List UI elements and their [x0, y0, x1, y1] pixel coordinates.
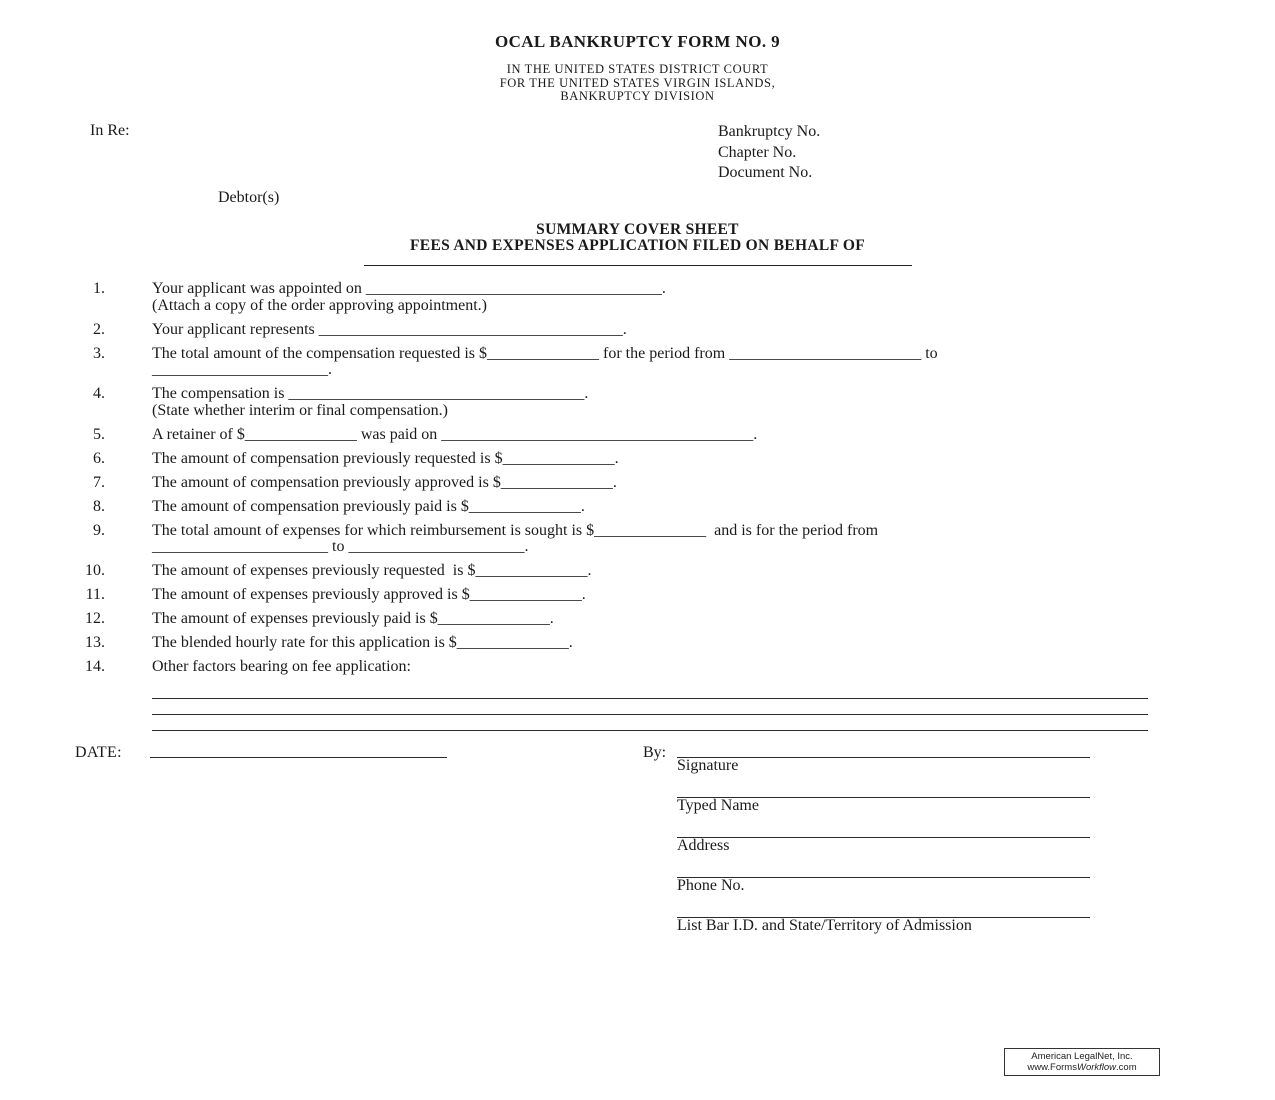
item-line: The amount of compensation previously approved is $______________. — [152, 473, 617, 491]
item-number: 4. — [93, 385, 105, 402]
form-item-5 — [75, 427, 1165, 444]
address-blank-line[interactable] — [677, 814, 1090, 838]
typed-name-blank-line[interactable] — [677, 774, 1090, 798]
form-item-13 — [75, 635, 1165, 652]
typed-name-slot — [677, 774, 1090, 814]
form-item-7 — [75, 475, 1165, 492]
form-item-12 — [75, 611, 1165, 628]
item-number: 7. — [93, 473, 105, 491]
legalnet-url-suffix: .com — [1116, 1062, 1137, 1073]
item-line: The amount of expenses previously requested is $______________. — [152, 562, 592, 579]
item-line: Other factors bearing on fee application: — [152, 658, 411, 675]
item-line: Your applicant represents ______________________________________. — [152, 320, 627, 338]
item-line: The amount of expenses previously approved is $______________. — [152, 586, 586, 603]
item-number: 9. — [93, 521, 105, 539]
item-number: 5. — [93, 425, 105, 443]
form-item-11 — [75, 587, 1165, 604]
form-item-10 — [75, 563, 1165, 580]
bar-id-slot — [677, 894, 1090, 934]
address-label: Address — [677, 837, 730, 854]
behalf-of-blank-line[interactable] — [364, 260, 912, 266]
other-factors-blank-line-1[interactable] — [152, 683, 1148, 699]
other-factors-blank-line-3[interactable] — [152, 715, 1148, 731]
item-line: Your applicant was appointed on _____________________________________. — [152, 280, 666, 297]
item-text — [152, 322, 627, 339]
signature-blank-line[interactable] — [677, 734, 1090, 758]
item-text — [152, 659, 411, 676]
item-text — [152, 563, 591, 580]
item-line: (Attach a copy of the order approving appointment.) — [152, 296, 487, 314]
item-line: ______________________. — [152, 361, 332, 378]
other-factors-write-in-area — [152, 683, 1165, 731]
court-line-1: IN THE UNITED STATES DISTRICT COURT — [506, 62, 769, 76]
form-items — [75, 281, 1165, 731]
item-line: The compensation is _____________________________________. — [152, 385, 589, 402]
item-text — [152, 611, 554, 628]
legalnet-url-italic: Workflow — [1076, 1062, 1117, 1073]
date-blank-line[interactable] — [150, 734, 447, 758]
legalnet-company: American LegalNet, Inc. — [1031, 1051, 1133, 1062]
court-header — [0, 63, 1275, 104]
item-line: The total amount of expenses for which reimbursement is sought is $______________ and is for the period from — [152, 521, 879, 539]
form-item-2 — [75, 322, 1165, 339]
item-text — [152, 587, 586, 604]
signature-block — [677, 734, 1090, 934]
form-item-14 — [75, 659, 1165, 676]
item-text — [152, 499, 585, 516]
chapter-no-label: Chapter No. — [718, 143, 797, 161]
item-line: A retainer of $______________ was paid on _______________________________________. — [152, 425, 758, 443]
in-re-label: In Re: — [90, 122, 130, 139]
item-number: 6. — [93, 449, 105, 467]
item-number: 2. — [93, 320, 105, 338]
item-text — [152, 386, 588, 419]
legalnet-url-prefix: www.Forms — [1027, 1062, 1077, 1073]
form-item-8 — [75, 499, 1165, 516]
address-slot — [677, 814, 1090, 854]
item-number: 1. — [93, 280, 105, 297]
item-line: ______________________ to ______________________. — [152, 538, 529, 555]
legalnet-watermark — [1004, 1048, 1160, 1076]
item-number: 14. — [85, 658, 105, 675]
case-number-labels — [718, 122, 820, 184]
other-factors-blank-line-2[interactable] — [152, 699, 1148, 715]
item-number: 13. — [85, 634, 105, 651]
bar-id-label: List Bar I.D. and State/Territory of Admission — [677, 917, 972, 934]
phone-slot — [677, 854, 1090, 894]
signature-label: Signature — [677, 757, 739, 774]
typed-name-label: Typed Name — [677, 797, 759, 814]
date-label: DATE: — [75, 744, 122, 761]
debtors-label: Debtor(s) — [218, 189, 280, 206]
by-label: By: — [643, 744, 667, 761]
item-number: 11. — [85, 586, 105, 603]
form-item-6 — [75, 451, 1165, 468]
item-line: The blended hourly rate for this application is $______________. — [152, 634, 573, 651]
section-title — [0, 222, 1275, 266]
form-item-4 — [75, 386, 1165, 419]
court-line-2: FOR THE UNITED STATES VIRGIN ISLANDS, — [499, 75, 776, 90]
item-line: The amount of compensation previously paid is $______________. — [152, 497, 585, 515]
item-number: 3. — [93, 344, 105, 362]
item-line: The amount of compensation previously requested is $______________. — [152, 449, 619, 467]
item-number: 8. — [93, 497, 105, 515]
item-text — [152, 281, 666, 314]
legalnet-url — [1008, 1062, 1156, 1073]
phone-label: Phone No. — [677, 877, 745, 894]
item-text — [152, 635, 573, 652]
document-no-label: Document No. — [718, 164, 813, 181]
phone-blank-line[interactable] — [677, 854, 1090, 878]
item-number: 12. — [85, 610, 105, 627]
item-number: 10. — [85, 562, 105, 579]
form-item-1 — [75, 281, 1165, 314]
form-item-9 — [75, 523, 1165, 556]
item-line: (State whether interim or final compensation.) — [152, 401, 448, 419]
item-text — [152, 427, 757, 444]
signature-slot — [677, 734, 1090, 774]
item-text — [152, 451, 619, 468]
section-title-line-2: FEES AND EXPENSES APPLICATION FILED ON BEHALF OF — [410, 237, 865, 254]
item-text — [152, 475, 617, 492]
item-line: The amount of expenses previously paid is $______________. — [152, 610, 554, 627]
bankruptcy-no-label: Bankruptcy No. — [718, 123, 821, 140]
item-text — [152, 523, 878, 556]
form-item-3 — [75, 346, 1165, 379]
form-title: OCAL BANKRUPTCY FORM NO. 9 — [494, 32, 781, 51]
item-text — [152, 346, 938, 379]
item-line: The total amount of the compensation requested is $______________ for the period from ________________________ to — [152, 344, 938, 362]
court-line-3: BANKRUPTCY DIVISION — [560, 89, 715, 103]
section-title-line-1: SUMMARY COVER SHEET — [536, 221, 739, 238]
bar-id-blank-line[interactable] — [677, 894, 1090, 918]
